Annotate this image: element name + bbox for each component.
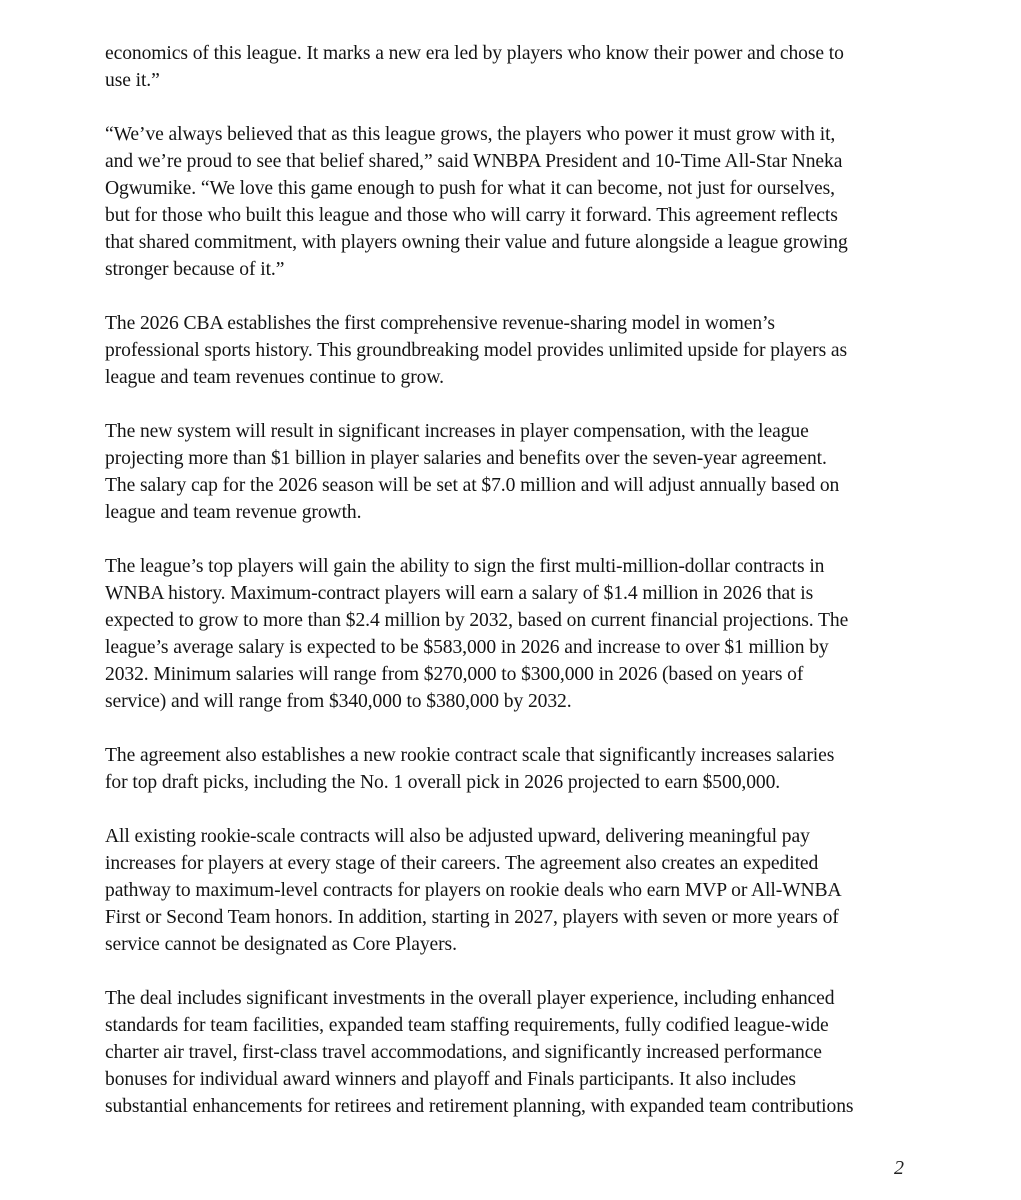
paragraph-salary-cap: The new system will result in significant increases in player compensation, with the league projecting more than $1 billion in player salaries and benefits over the seven-year agreement. The salary cap for the 2026 season will be set at $7.0 million and will adjust annually based on league and team revenue growth. — [105, 421, 840, 523]
paragraph-ogwumike-quote: “We’ve always believed that as this league grows, the players who power it must grow with it, and we’re proud to see that belief shared,” said WNBPA President and 10-Time All-Star Nneka Ogwumike. “We love this game enough to push for what it can become, not just for ourselves, but for those who built this league and those who will carry it forward. This agreement reflects that shared commitment, with players owning their value and future alongside a league growing stronger because of it.” — [105, 124, 848, 280]
paragraph-rookie-scale: The agreement also establishes a new rookie contract scale that significantly increases salaries for top draft picks, including the No. 1 overall pick in 2026 projected to earn $500,000. — [105, 745, 835, 793]
paragraph-rookie-adjustments: All existing rookie-scale contracts will also be adjusted upward, delivering meaningful pay increases for players at every stage of their careers. The agreement also creates an expedited pathway to maximum-level contracts for players on rookie deals who earn MVP or All-WNBA First or Second Team honors. In addition, starting in 2027, players with seven or more years of service cannot be designated as Core Players. — [105, 826, 842, 955]
paragraph-closing-quote: economics of this league. It marks a new era led by players who know their power and chose to use it.” — [105, 43, 844, 91]
document-body — [105, 40, 895, 1147]
page-number: 2 — [894, 1157, 904, 1179]
paragraph-player-experience: The deal includes significant investments in the overall player experience, including enhanced standards for team facilities, expanded team staffing requirements, fully codified league-wide charter air travel, first-class travel accommodations, and significantly increased performance bonuses for individual award winners and playoff and Finals participants. It also includes substantial enhancements for retirees and retirement planning, with expanded team contributions — [105, 988, 854, 1117]
paragraph-max-contracts: The league’s top players will gain the ability to sign the first multi-million-dollar contracts in WNBA history. Maximum-contract players will earn a salary of $1.4 million in 2026 that is expected to grow to more than $2.4 million by 2032, based on current financial projections. The league’s average salary is expected to be $583,000 in 2026 and increase to over $1 million by 2032. Minimum salaries will range from $270,000 to $300,000 in 2026 (based on years of service) and will range from $340,000 to $380,000 by 2032. — [105, 556, 849, 712]
paragraph-revenue-sharing: The 2026 CBA establishes the first comprehensive revenue-sharing model in women’s professional sports history. This groundbreaking model provides unlimited upside for players as league and team revenues continue to grow. — [105, 313, 848, 388]
